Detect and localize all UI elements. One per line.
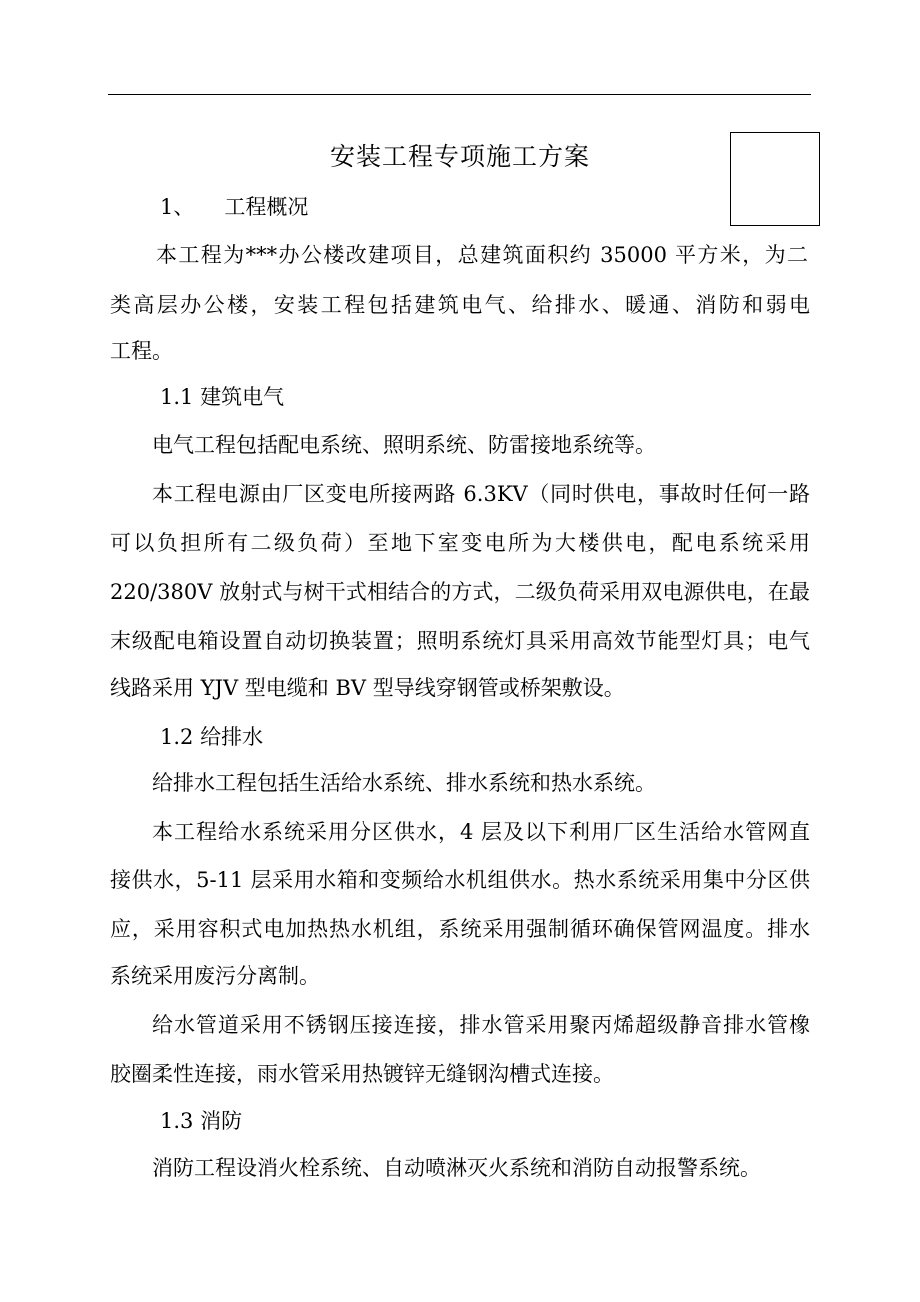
electrical-paragraph-1: 电气工程包括配电系统、照明系统、防雷接地系统等。 — [152, 433, 656, 457]
intro-line-1: 本工程为***办公楼改建项目，总建筑面积约 35000 平方米，为二 — [156, 243, 808, 267]
water-line-4: 系统采用废污分离制。 — [110, 964, 320, 988]
water-line-2: 接供水，5-11 层采用水箱和变频给水机组供水。热水系统采用集中分区供 — [110, 868, 810, 892]
subsection-1-3-heading: 1.3 消防 — [160, 1109, 243, 1133]
water-line-3: 应，采用容积式电加热热水机组，系统采用强制循环确保管网温度。排水 — [110, 917, 810, 941]
water-p3-line-2: 胶圈柔性连接，雨水管采用热镀锌无缝钢沟槽式连接。 — [110, 1062, 614, 1086]
electrical-line-4: 末级配电箱设置自动切换装置；照明系统灯具采用高效节能型灯具；电气 — [110, 629, 810, 653]
section-1-heading — [160, 190, 860, 224]
section-1-number: 1、 — [160, 195, 195, 219]
water-paragraph-1: 给排水工程包括生活给水系统、排水系统和热水系统。 — [152, 771, 656, 795]
section-1-title: 工程概况 — [224, 195, 309, 219]
water-p3-line-1: 给水管道采用不锈钢压接连接，排水管采用聚丙烯超级静音排水管橡 — [152, 1013, 810, 1037]
electrical-line-2: 可以负担所有二级负荷）至地下室变电所为大楼供电，配电系统采用 — [110, 531, 810, 555]
subsection-1-2-heading: 1.2 给排水 — [160, 725, 264, 749]
electrical-line-1: 本工程电源由厂区变电所接两路 6.3KV（同时供电，事故时任何一路 — [152, 482, 810, 506]
subsection-1-1-heading: 1.1 建筑电气 — [160, 385, 285, 409]
header-rule — [108, 94, 811, 95]
electrical-line-5: 线路采用 YJV 型电缆和 BV 型导线穿钢管或桥架敷设。 — [110, 676, 625, 700]
water-line-1: 本工程给水系统采用分区供水，4 层及以下利用厂区生活给水管网直 — [152, 820, 810, 844]
electrical-line-3: 220/380V 放射式与树干式相结合的方式，二级负荷采用双电源供电，在最 — [110, 580, 810, 604]
intro-line-2: 类高层办公楼，安装工程包括建筑电气、给排水、暖通、消防和弱电 — [110, 293, 810, 317]
document-title: 安装工程专项施工方案 — [329, 142, 590, 171]
intro-line-3: 工程。 — [110, 339, 173, 363]
fire-paragraph-1: 消防工程设消火栓系统、自动喷淋灭火系统和消防自动报警系统。 — [152, 1156, 761, 1180]
